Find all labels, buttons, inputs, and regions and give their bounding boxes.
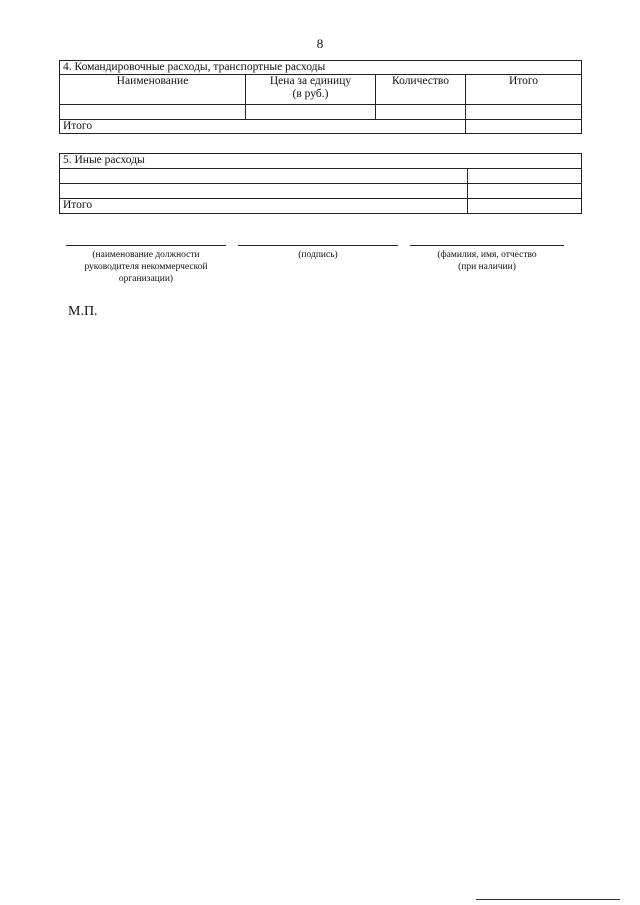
table-cell[interactable] [376,105,466,120]
table-row [60,169,582,184]
table-cell[interactable] [60,169,468,184]
column-header-total: Итого [466,75,582,105]
table-cell[interactable] [466,105,582,120]
total-label: Итого [60,199,468,214]
total-label: Итого [60,120,466,134]
footer-rule [476,899,620,900]
position-caption: (наименование должности руководителя некоммерческой организации) [84,250,208,284]
total-row [60,120,582,134]
total-value-cell[interactable] [466,120,582,134]
name-signature-line[interactable] [410,245,564,246]
table-cell[interactable] [60,184,468,199]
table-cell[interactable] [468,169,582,184]
section-title: 5. Иные расходы [60,154,582,169]
travel-expenses-table [59,60,582,134]
column-header-quantity: Количество [376,75,466,105]
total-row [60,199,582,214]
column-header-name: Наименование [60,75,246,105]
signature-line[interactable] [238,245,398,246]
column-header-unit-price: Цена за единицу (в руб.) [246,75,376,105]
stamp-label: М.П. [68,304,98,319]
table-row [60,184,582,199]
table-cell[interactable] [468,184,582,199]
table-cell[interactable] [246,105,376,120]
total-value-cell[interactable] [468,199,582,214]
signature-caption: (подпись) [298,250,338,260]
name-caption: (фамилия, имя, отчество (при наличии) [437,250,537,272]
other-expenses-table [59,153,582,214]
table-cell[interactable] [60,105,246,120]
section-title: 4. Командировочные расходы, транспортные расходы [60,61,582,75]
position-signature-line[interactable] [66,245,226,246]
table-row [60,105,582,120]
page-number: 8 [316,36,324,51]
